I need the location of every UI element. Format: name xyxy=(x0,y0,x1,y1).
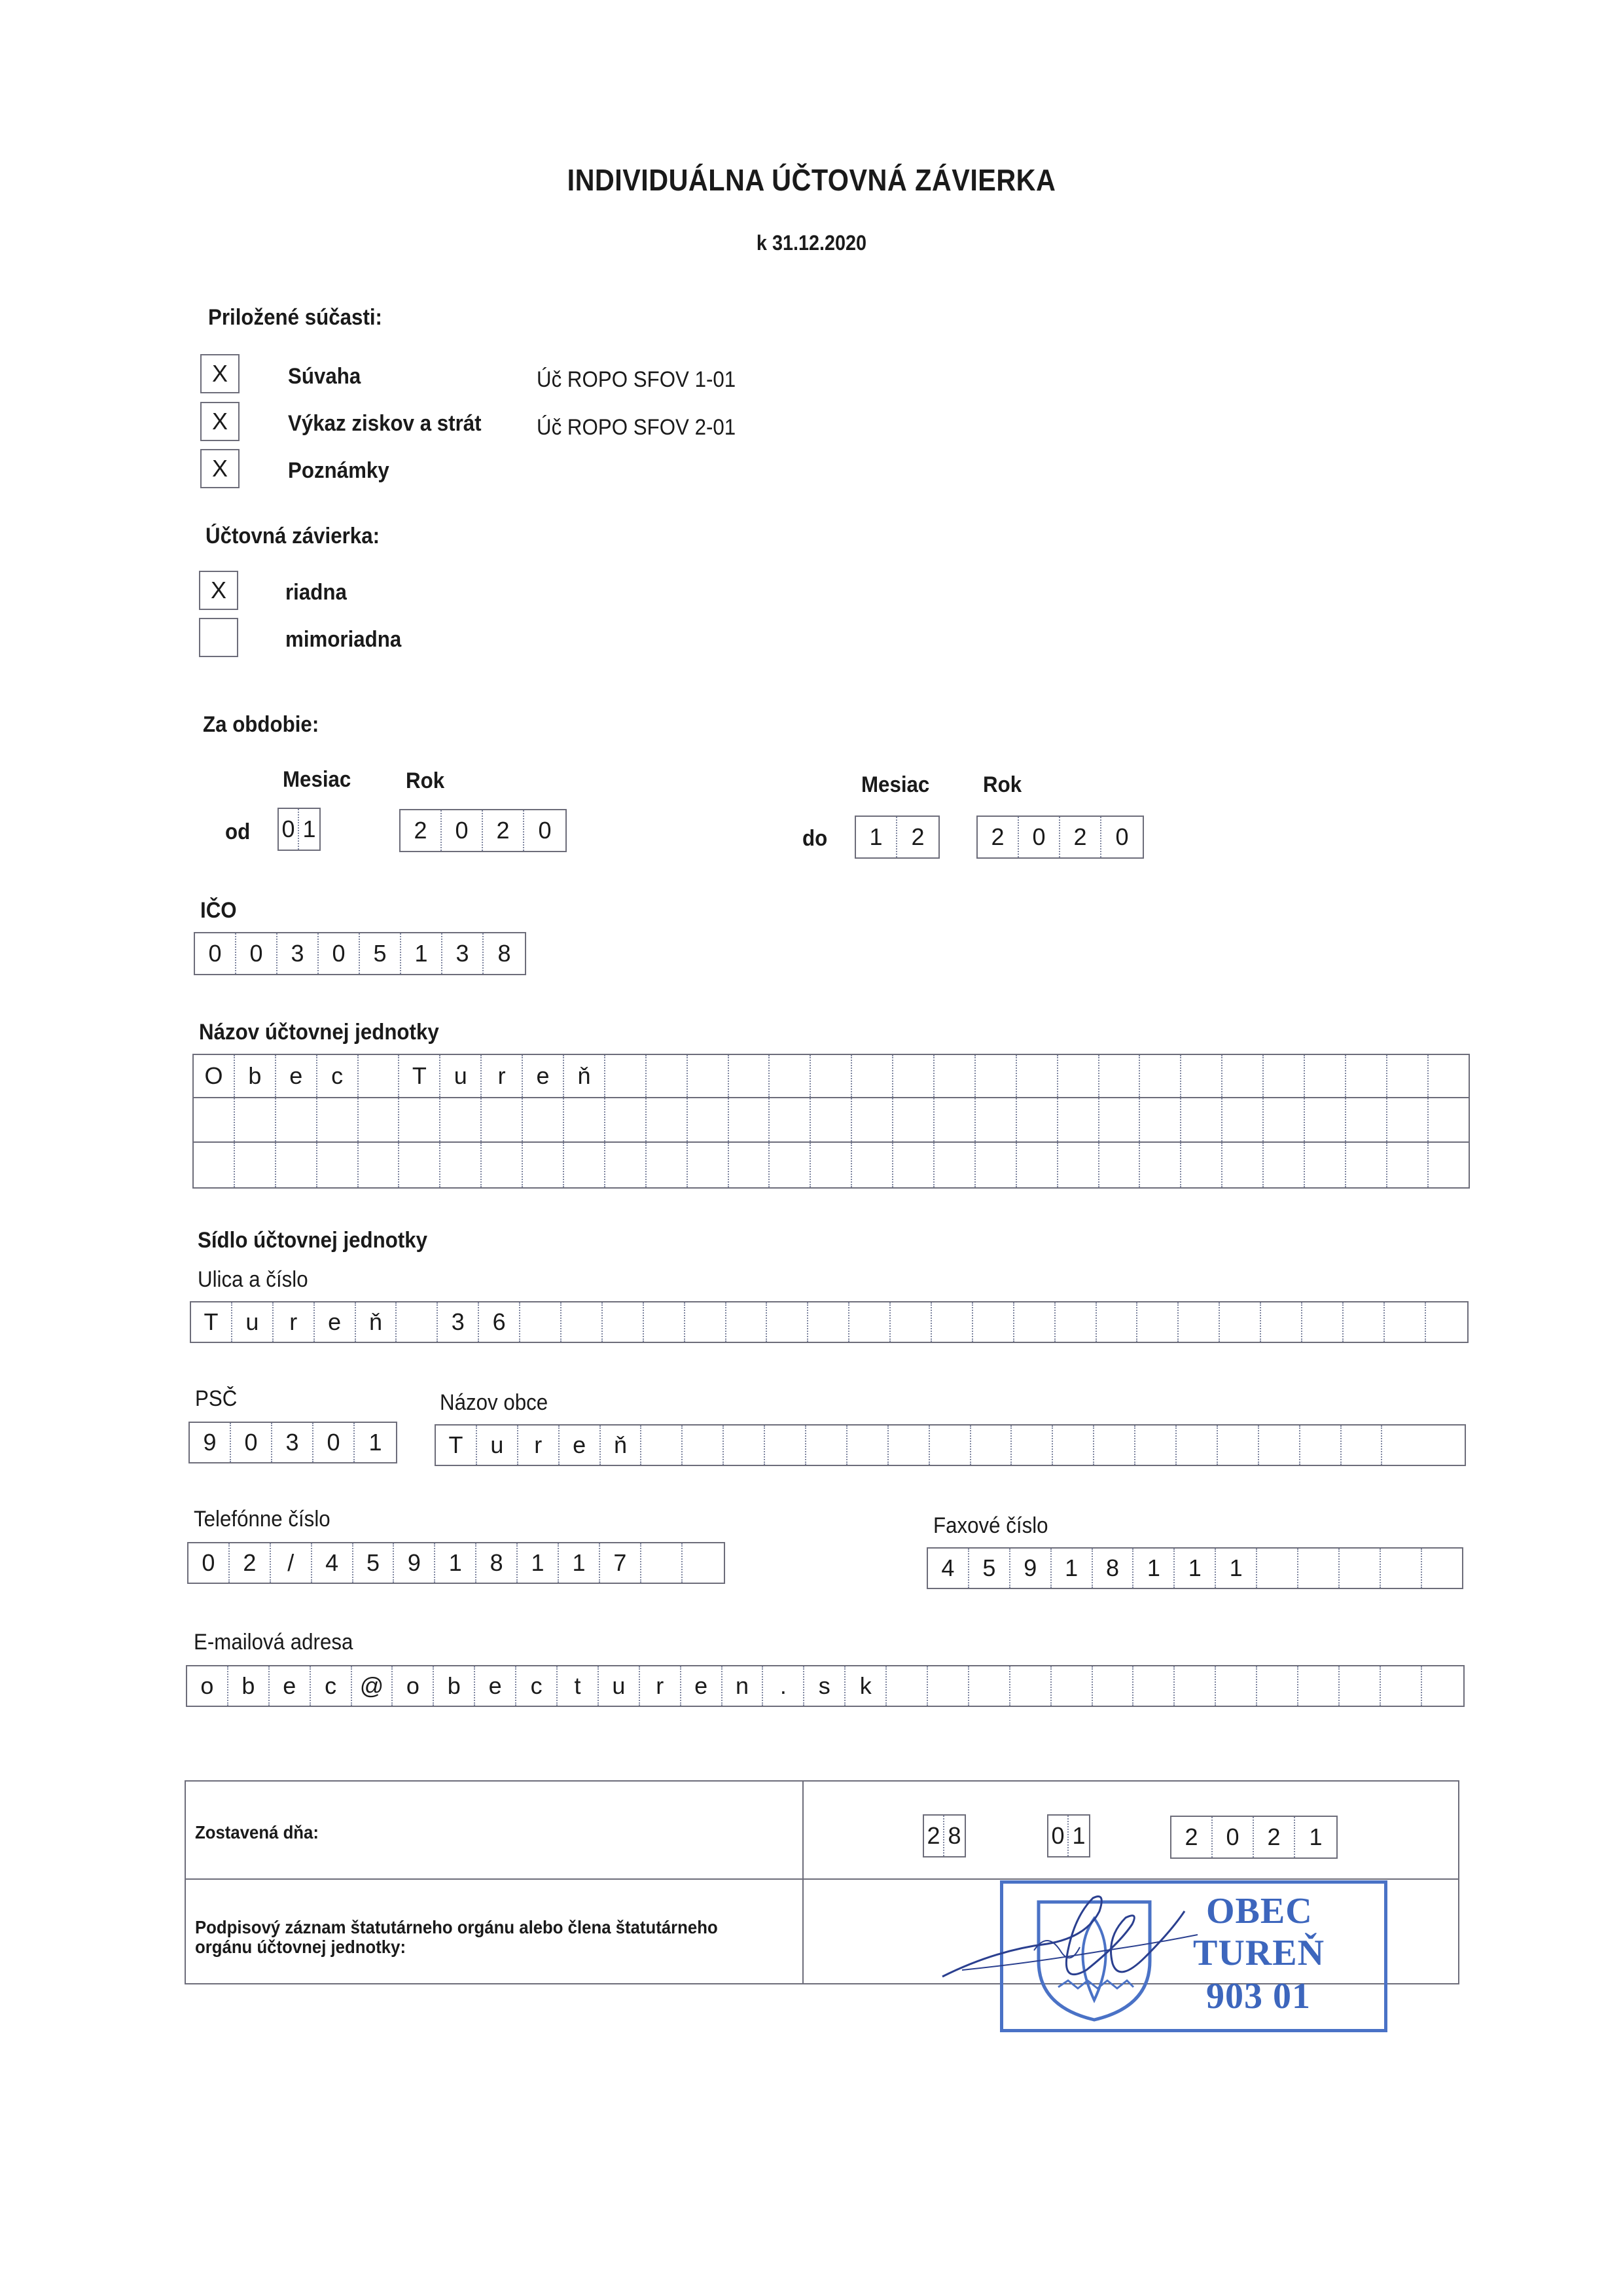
fax-digit: 1 xyxy=(1133,1549,1175,1588)
fax-digit: 1 xyxy=(1216,1549,1257,1588)
ico-label: IČO xyxy=(200,898,237,923)
entity-name-char xyxy=(1181,1055,1222,1097)
street-char xyxy=(397,1302,438,1342)
attachments-heading: Priložené súčasti: xyxy=(208,305,382,330)
entity-name-char: r xyxy=(482,1055,523,1097)
handwritten-signature xyxy=(936,1872,1211,2003)
email-char: o xyxy=(393,1666,434,1706)
entity-name-char: T xyxy=(399,1055,440,1097)
street-field[interactable] xyxy=(190,1301,1469,1343)
compiled-label: Zostavená dňa: xyxy=(195,1822,319,1842)
email-char: b xyxy=(434,1666,475,1706)
city-field[interactable] xyxy=(435,1424,1466,1466)
from-year-digit: 0 xyxy=(538,817,552,844)
entity-name-char xyxy=(1058,1055,1099,1097)
email-char: e xyxy=(475,1666,516,1706)
statement-type-heading: Účtovná závierka: xyxy=(205,524,380,548)
compiled-year-digit: 0 xyxy=(1213,1817,1254,1857)
ico-digit: 0 xyxy=(236,933,277,974)
compiled-month-digit: 0 xyxy=(1048,1816,1069,1856)
entity-name-char xyxy=(893,1055,935,1097)
to-year-digit: 0 xyxy=(1115,823,1129,850)
entity-name-char xyxy=(1140,1055,1181,1097)
entity-name-char xyxy=(1305,1055,1346,1097)
table-divider-vertical xyxy=(802,1782,804,1983)
email-char: @ xyxy=(352,1666,393,1706)
entity-name-char xyxy=(359,1055,400,1097)
to-month-field[interactable] xyxy=(855,816,940,859)
entity-name-char: e xyxy=(276,1055,317,1097)
phone-digit: 2 xyxy=(230,1543,271,1583)
email-char: c xyxy=(516,1666,558,1706)
entity-name-row xyxy=(194,1143,1469,1187)
stamp-line-3: 903 01 xyxy=(1206,1976,1311,2017)
city-char: e xyxy=(560,1426,601,1465)
entity-name-char: ň xyxy=(564,1055,605,1097)
fax-digit: 1 xyxy=(1052,1549,1093,1588)
ico-digit: 8 xyxy=(497,940,511,967)
city-label: Názov obce xyxy=(440,1390,548,1415)
entity-name-char xyxy=(852,1055,893,1097)
from-month-digit: 0 xyxy=(279,809,299,850)
email-char: u xyxy=(599,1666,640,1706)
compiled-year-field[interactable] xyxy=(1170,1816,1338,1859)
street-char: r xyxy=(274,1302,315,1342)
street-char: u xyxy=(232,1302,274,1342)
email-label: E-mailová adresa xyxy=(194,1630,353,1655)
phone-digit: 9 xyxy=(394,1543,435,1583)
entity-name-char: b xyxy=(235,1055,276,1097)
checkbox-riadna[interactable]: X xyxy=(199,571,238,610)
phone-digit: 1 xyxy=(559,1543,600,1583)
phone-digit: 1 xyxy=(435,1543,476,1583)
attachment-code-suvaha: Úč ROPO SFOV 1-01 xyxy=(537,367,736,392)
entity-name-label: Názov účtovnej jednotky xyxy=(199,1020,439,1045)
checkbox-suvaha[interactable]: X xyxy=(200,354,240,393)
fax-digit: 8 xyxy=(1093,1549,1134,1588)
psc-field[interactable] xyxy=(188,1422,397,1463)
stamp-line-2: TUREŇ xyxy=(1193,1933,1325,1973)
fax-digit: 5 xyxy=(969,1549,1010,1588)
fax-field[interactable] xyxy=(927,1547,1463,1589)
email-char: c xyxy=(311,1666,352,1706)
checkbox-mimoriadna[interactable] xyxy=(199,618,238,657)
street-char: 3 xyxy=(438,1302,479,1342)
entity-name-field[interactable] xyxy=(192,1054,1470,1189)
email-char: e xyxy=(681,1666,722,1706)
entity-name-char: c xyxy=(317,1055,359,1097)
phone-digit: 0 xyxy=(188,1543,230,1583)
entity-name-row xyxy=(194,1055,1469,1098)
entity-name-char xyxy=(647,1055,688,1097)
entity-name-char xyxy=(770,1055,811,1097)
email-char: k xyxy=(846,1666,887,1706)
fax-label: Faxové číslo xyxy=(933,1513,1048,1538)
psc-digit: 3 xyxy=(272,1423,313,1462)
to-year-digit: 2 xyxy=(1060,817,1101,857)
to-year-digit: 0 xyxy=(1019,817,1060,857)
entity-name-char xyxy=(811,1055,852,1097)
entity-name-char: e xyxy=(523,1055,564,1097)
entity-name-char xyxy=(1387,1055,1429,1097)
entity-name-char xyxy=(729,1055,770,1097)
checkbox-vykaz[interactable]: X xyxy=(200,402,240,441)
street-label: Ulica a číslo xyxy=(198,1267,308,1292)
email-char: s xyxy=(804,1666,846,1706)
option-label-riadna: riadna xyxy=(285,580,347,605)
psc-label: PSČ xyxy=(195,1386,238,1411)
compiled-month-field[interactable] xyxy=(1047,1814,1090,1857)
ico-digit: 3 xyxy=(277,933,319,974)
street-char: e xyxy=(315,1302,356,1342)
email-field[interactable] xyxy=(186,1665,1465,1707)
city-char: u xyxy=(477,1426,518,1465)
email-char: r xyxy=(640,1666,681,1706)
email-char: t xyxy=(558,1666,599,1706)
psc-digit: 9 xyxy=(190,1423,231,1462)
phone-field[interactable] xyxy=(187,1542,725,1584)
phone-label: Telefónne číslo xyxy=(194,1507,330,1532)
email-char: . xyxy=(763,1666,804,1706)
period-heading: Za obdobie: xyxy=(203,712,319,737)
psc-digit: 1 xyxy=(368,1429,382,1456)
entity-name-row xyxy=(194,1098,1469,1143)
entity-name-char: u xyxy=(440,1055,482,1097)
phone-digit: 8 xyxy=(476,1543,518,1583)
fax-digit: 4 xyxy=(928,1549,969,1588)
email-char: n xyxy=(722,1666,764,1706)
phone-digit: 1 xyxy=(518,1543,559,1583)
fax-digit: 1 xyxy=(1175,1549,1216,1588)
city-char: ň xyxy=(601,1426,642,1465)
from-month-label: Mesiac xyxy=(283,767,351,792)
attachment-label-poznamky: Poznámky xyxy=(288,458,389,483)
statement-date: k 31.12.2020 xyxy=(756,231,867,255)
ico-digit: 5 xyxy=(360,933,401,974)
city-char: r xyxy=(518,1426,560,1465)
email-char: e xyxy=(270,1666,311,1706)
compiled-year-digit: 2 xyxy=(1254,1817,1295,1857)
to-month-label: Mesiac xyxy=(861,772,930,797)
ico-field[interactable] xyxy=(194,932,526,975)
page-title: INDIVIDUÁLNA ÚČTOVNÁ ZÁVIERKA xyxy=(567,163,1056,197)
checkbox-poznamky[interactable]: X xyxy=(200,449,240,488)
psc-digit: 0 xyxy=(313,1423,355,1462)
entity-name-char xyxy=(605,1055,647,1097)
entity-name-char xyxy=(1099,1055,1141,1097)
phone-digit: 4 xyxy=(312,1543,353,1583)
from-label: od xyxy=(225,819,251,844)
compiled-day-digit: 2 xyxy=(924,1816,944,1856)
from-year-digit: 2 xyxy=(483,810,524,851)
entity-name-char xyxy=(1017,1055,1058,1097)
to-year-digit: 2 xyxy=(978,817,1019,857)
to-month-digit: 1 xyxy=(856,817,897,857)
attachment-code-vykaz: Úč ROPO SFOV 2-01 xyxy=(537,415,736,440)
compiled-day-field[interactable] xyxy=(923,1814,966,1857)
table-divider-horizontal xyxy=(186,1878,1458,1880)
ico-digit: 1 xyxy=(401,933,442,974)
entity-name-char xyxy=(935,1055,976,1097)
address-heading: Sídlo účtovnej jednotky xyxy=(198,1228,428,1253)
email-char: o xyxy=(187,1666,228,1706)
psc-digit: 0 xyxy=(231,1423,272,1462)
ico-digit: 3 xyxy=(442,933,484,974)
signature-label: Podpisový záznam štatutárneho orgánu alebo člena štatutárneho orgánu účtovnej jednotky: xyxy=(195,1917,718,1957)
entity-name-char: O xyxy=(194,1055,235,1097)
ico-digit: 0 xyxy=(195,933,236,974)
phone-digit: / xyxy=(271,1543,312,1583)
street-char: 6 xyxy=(479,1302,520,1342)
from-year-digit: 2 xyxy=(401,810,442,851)
to-month-digit: 2 xyxy=(911,823,925,850)
from-year-digit: 0 xyxy=(442,810,483,851)
compiled-year-digit: 1 xyxy=(1309,1823,1323,1850)
from-year-field[interactable] xyxy=(399,809,567,852)
entity-name-char xyxy=(1346,1055,1387,1097)
ico-digit: 0 xyxy=(319,933,360,974)
phone-digit: 5 xyxy=(353,1543,395,1583)
email-char: b xyxy=(228,1666,270,1706)
stamp-line-1: OBEC xyxy=(1206,1891,1313,1931)
attachment-label-vykaz: Výkaz ziskov a strát xyxy=(288,411,482,436)
fax-digit: 9 xyxy=(1010,1549,1052,1588)
street-char: T xyxy=(191,1302,232,1342)
city-char: T xyxy=(436,1426,477,1465)
to-year-field[interactable] xyxy=(976,816,1144,859)
entity-name-char xyxy=(1222,1055,1264,1097)
street-char: ň xyxy=(356,1302,397,1342)
entity-name-char xyxy=(976,1055,1017,1097)
from-year-label: Rok xyxy=(406,768,445,793)
from-month-field[interactable] xyxy=(277,808,321,851)
entity-name-char xyxy=(688,1055,729,1097)
compiled-month-digit: 1 xyxy=(1072,1822,1086,1849)
compiled-day-digit: 8 xyxy=(948,1822,961,1849)
option-label-mimoriadna: mimoriadna xyxy=(285,627,402,652)
compiled-year-digit: 2 xyxy=(1171,1817,1213,1857)
entity-name-char xyxy=(1264,1055,1305,1097)
to-label: do xyxy=(802,826,828,851)
entity-name-char xyxy=(1429,1055,1470,1097)
phone-digit: 7 xyxy=(600,1543,641,1583)
attachment-label-suvaha: Súvaha xyxy=(288,364,361,389)
to-year-label: Rok xyxy=(983,772,1022,797)
from-month-digit: 1 xyxy=(302,816,316,842)
